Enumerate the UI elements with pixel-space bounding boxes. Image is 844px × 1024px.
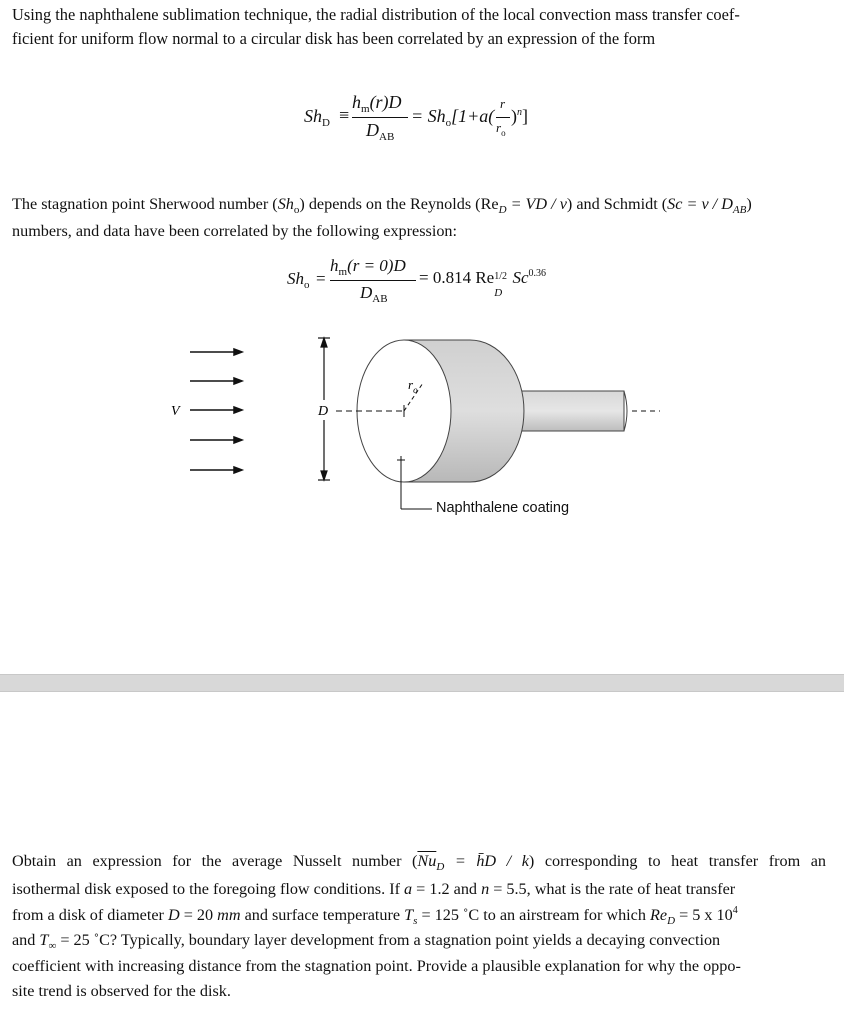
q-red-sub: D bbox=[667, 915, 676, 927]
stag-text-d: ) bbox=[746, 195, 752, 213]
eq2-sc-sup: 0.36 bbox=[528, 268, 547, 279]
question-line-4 bbox=[12, 931, 826, 952]
eq1-rhs-pre: = Sh bbox=[411, 106, 446, 126]
eq1-frac-top: r bbox=[500, 96, 506, 111]
eq1-rhs-mid: [1+a( bbox=[451, 106, 495, 126]
equation-sherwood-local bbox=[0, 90, 844, 150]
q-l3-a: from a disk of diameter bbox=[12, 906, 168, 924]
q-a-val: = 1.2 and bbox=[412, 880, 482, 898]
q-tinf-val: = 25 ˚C? Typically, boundary layer development from a stagnation point yields a decaying convection bbox=[56, 931, 721, 949]
eq2-sc: Sc bbox=[512, 268, 529, 287]
eq2-num-sub: m bbox=[338, 266, 348, 278]
q-d-val: = 20 bbox=[179, 906, 218, 924]
eq1-lhs: Sh bbox=[304, 106, 322, 126]
eq2-re-sup: 1/2 bbox=[494, 271, 508, 282]
stag-text-a: The stagnation point Sherwood number ( bbox=[12, 195, 278, 213]
eq1-rhs-exp: n bbox=[517, 107, 522, 118]
q-tinf: T bbox=[39, 931, 49, 949]
eq1-num-sub: m bbox=[361, 103, 370, 115]
flow-arrows bbox=[190, 349, 242, 473]
question-line-1 bbox=[12, 852, 826, 873]
stag-re-sub: D bbox=[498, 204, 507, 216]
q-ts-sub: s bbox=[413, 915, 418, 927]
flow-arrow bbox=[190, 437, 242, 443]
flow-velocity-label: V bbox=[171, 404, 180, 419]
q-nu: $\overline{Nu}$ bbox=[417, 852, 437, 870]
stag-sh: Sh bbox=[277, 195, 294, 213]
eq2-den: D bbox=[360, 283, 373, 302]
stag-text-c: ) and Schmidt ( bbox=[566, 195, 668, 213]
flow-arrow bbox=[190, 378, 242, 384]
stag-text-b: ) depends on the Reynolds ( bbox=[299, 195, 481, 213]
q-red: Re bbox=[649, 906, 668, 924]
stag-re-eq: = VD / ν bbox=[506, 195, 567, 213]
q-n-var: n bbox=[481, 880, 490, 898]
q-l1-b: ) corresponding to heat transfer from an bbox=[528, 852, 827, 870]
eq1-lhs-sub: D bbox=[322, 117, 330, 129]
flow-arrow bbox=[190, 467, 242, 473]
eq1-num-rest: (r)D bbox=[369, 92, 402, 112]
q-nu-sub: D bbox=[436, 861, 445, 873]
q-ts: T bbox=[404, 906, 414, 924]
stag-sc-sub: AB bbox=[732, 204, 747, 216]
eq1-rhs-end: ) bbox=[511, 106, 517, 126]
intro-line-2: ficient for uniform flow normal to a circular disk has been correlated by an expression of the form bbox=[12, 29, 656, 48]
diameter-label: D bbox=[318, 404, 329, 419]
eq2-eq: = bbox=[316, 269, 326, 288]
eq1-den: D bbox=[366, 120, 379, 140]
q-d-var: D bbox=[167, 906, 180, 924]
eq1-den-sub: AB bbox=[379, 131, 395, 143]
question-line-5: coefficient with increasing distance from the stagnation point. Provide a plausible explanation for why the oppo- bbox=[12, 957, 741, 975]
eq1-num: h bbox=[352, 92, 361, 112]
stagnation-line-1 bbox=[12, 195, 752, 216]
stag-re: Re bbox=[480, 195, 499, 213]
question-line-3 bbox=[12, 905, 826, 927]
eq2-den-sub: AB bbox=[372, 293, 388, 305]
eq2-fraction-bar bbox=[330, 280, 416, 281]
q-tinf-sub: ∞ bbox=[48, 940, 57, 952]
eq1-frac-bot: r bbox=[496, 120, 502, 135]
stag-sc-eq: Sc = ν / D bbox=[667, 195, 733, 213]
eq1-rhs-sub: o bbox=[445, 117, 452, 129]
eq1-frac-bot-sub: o bbox=[501, 128, 506, 138]
eq1-rhs-close: ] bbox=[522, 106, 528, 126]
eq2-num-rest: (r = 0)D bbox=[347, 256, 406, 275]
eq1-fraction-bar bbox=[352, 117, 408, 118]
q-l4-a: and bbox=[12, 931, 40, 949]
eq1-small-fraction-bar bbox=[496, 117, 510, 118]
q-l2-a: isothermal disk exposed to the foregoing flow conditions. If bbox=[12, 880, 405, 898]
q-l3-b: and surface temperature bbox=[240, 906, 405, 924]
q-n-val: = 5.5, what is the rate of heat transfer bbox=[489, 880, 736, 898]
section-divider bbox=[0, 674, 844, 692]
q-d-unit: mm bbox=[217, 906, 241, 924]
q-ts-val: = 125 ˚C to an airstream for which bbox=[417, 906, 650, 924]
q-l1-a: Obtain an expression for the average Nusselt number ( bbox=[12, 852, 418, 870]
support-shaft bbox=[520, 391, 624, 431]
q-nu-eq: = h̄D / k bbox=[444, 852, 529, 870]
intro-line-1: Using the naphthalene sublimation technique, the radial distribution of the local convection mass transfer coef- bbox=[12, 5, 740, 24]
disk-figure bbox=[0, 330, 844, 530]
coating-label: Naphthalene coating bbox=[436, 500, 570, 516]
q-red-val: = 5 x 10 bbox=[675, 906, 733, 924]
eq2-lhs-sub: o bbox=[304, 279, 310, 291]
flow-arrow bbox=[190, 407, 242, 413]
eq1-equiv: ≡ bbox=[339, 105, 350, 125]
eq2-num: h bbox=[330, 256, 339, 275]
eq2-rhs: = 0.814 Re bbox=[419, 268, 495, 287]
stag-sh-sub: o bbox=[293, 204, 300, 216]
question-line-2 bbox=[12, 880, 826, 899]
q-a-var: a bbox=[404, 880, 413, 898]
eq2-re-sub: D bbox=[494, 287, 503, 299]
equation-sherwood-stagnation bbox=[0, 255, 844, 311]
eq2-lhs: Sh bbox=[287, 269, 304, 288]
radius-label: $r_o$ bbox=[408, 377, 418, 395]
stagnation-line-2: numbers, and data have been correlated by the following expression: bbox=[12, 222, 458, 240]
flow-arrow bbox=[190, 349, 242, 355]
q-red-exp: 4 bbox=[732, 905, 738, 916]
question-line-6: site trend is observed for the disk. bbox=[12, 982, 231, 1000]
